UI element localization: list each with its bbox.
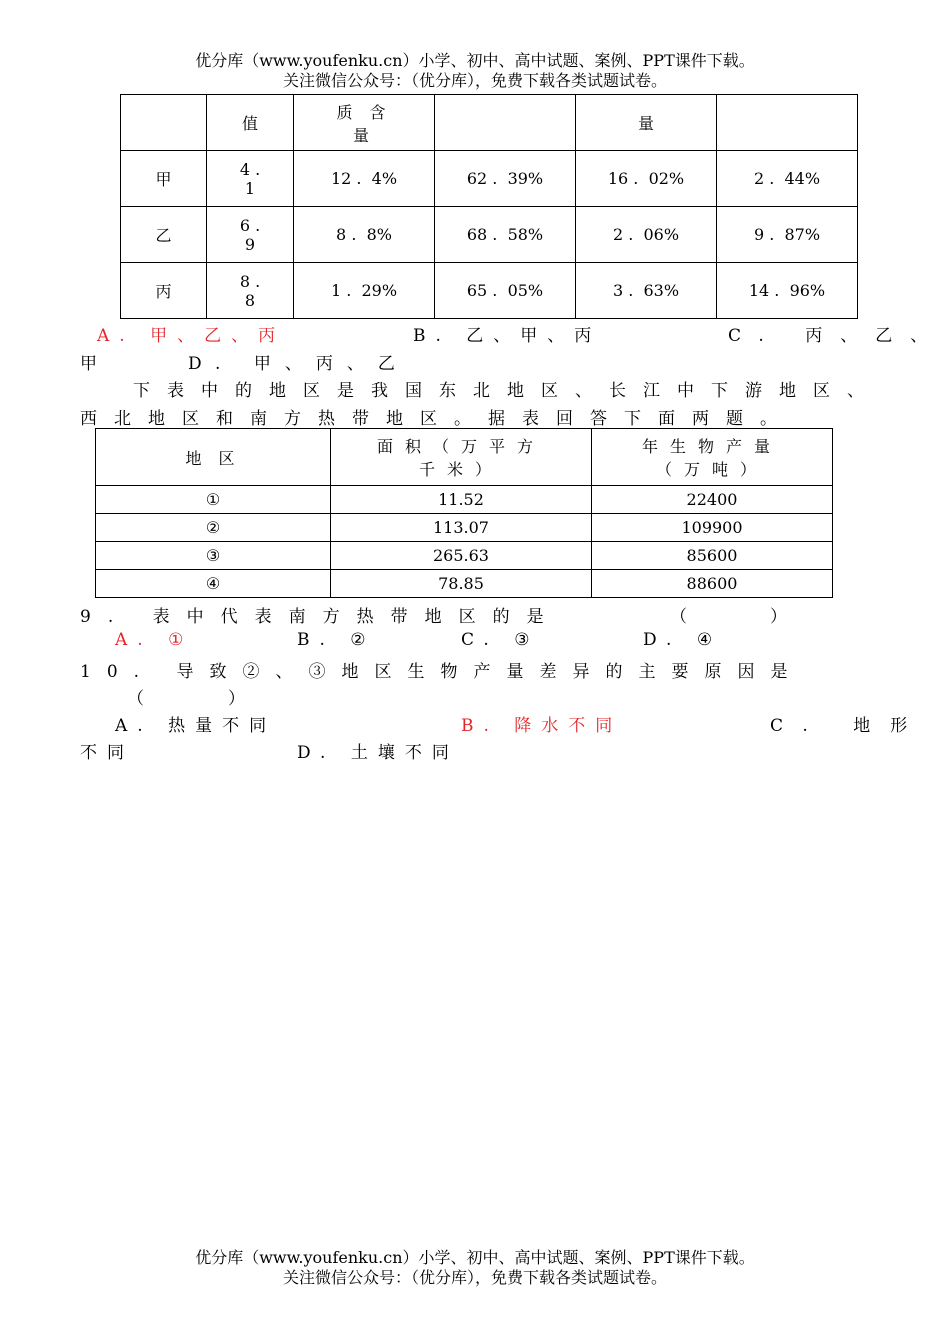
table-cell: 85600 [592, 542, 833, 570]
q10-paren-close: ） [228, 689, 245, 709]
table-cell: ③ [96, 542, 331, 570]
table-cell: 14 . 96% [717, 263, 858, 319]
table-cell: 2 . 44% [717, 151, 858, 207]
prev-option-c: C. 丙、乙、 [728, 326, 946, 346]
intro-line-1: 下表中的地区是我国东北地区、长江中下游地区、 [133, 381, 881, 401]
q10-stem: 10. 导致②、③地区生物产量差异的主要原因是 [80, 662, 804, 682]
q9-stem: 9. 表中代表南方热带地区的是 [80, 607, 561, 627]
table-cell: 年生物产量 （万吨） [592, 429, 833, 486]
table-cell: 11.52 [331, 486, 592, 514]
table-cell: 乙 [121, 207, 207, 263]
table-row [121, 263, 858, 319]
table-cell: 62 . 39% [435, 151, 576, 207]
table-cell: 12 . 4% [294, 151, 435, 207]
table-cell: 2 . 06% [576, 207, 717, 263]
table-row [96, 486, 833, 514]
table-row [121, 207, 858, 263]
table-header-row [121, 95, 858, 151]
q10-option-c-cont: 不同 [80, 743, 134, 763]
table-row [96, 514, 833, 542]
table-cell: 1 . 29% [294, 263, 435, 319]
prev-option-d: D. 甲、丙、乙 [188, 354, 409, 374]
q9-paren-open: （ [670, 607, 687, 627]
header-line-1: 优分库（www.youfenku.cn）小学、初中、高中试题、案例、PPT课件下载。 [195, 51, 755, 70]
table-cell: 113.07 [331, 514, 592, 542]
q9-paren-close: ） [770, 607, 787, 627]
table-cell: 质 含 量 [294, 95, 435, 151]
table-cell: 8 . 8 [207, 263, 294, 319]
table-cell [717, 95, 858, 151]
table-row [121, 151, 858, 207]
footer-line-1: 优分库（www.youfenku.cn）小学、初中、高中试题、案例、PPT课件下载。 [195, 1248, 755, 1267]
q10-paren-open: （ [127, 689, 144, 709]
table-cell: 6 . 9 [207, 207, 294, 263]
table-cell: 甲 [121, 151, 207, 207]
table-cell: 3 . 63% [576, 263, 717, 319]
table-cell: 地 区 [96, 429, 331, 486]
table-header-row [96, 429, 833, 486]
q9-option-b: B. ② [297, 630, 376, 650]
table-cell: 265.63 [331, 542, 592, 570]
table-cell: 量 [576, 95, 717, 151]
table-cell [121, 95, 207, 151]
region-table [95, 428, 833, 598]
q10-option-a: A. 热量不同 [115, 716, 277, 736]
table-cell: 9 . 87% [717, 207, 858, 263]
footer-line-2: 关注微信公众号：（优分库），免费下载各类试题试卷。 [282, 1268, 667, 1287]
table-cell: ① [96, 486, 331, 514]
header-line-2: 关注微信公众号：（优分库），免费下载各类试题试卷。 [282, 71, 667, 90]
table-cell: 88600 [592, 570, 833, 598]
table-cell: 78.85 [331, 570, 592, 598]
table-cell: ② [96, 514, 331, 542]
table-cell: 4 . 1 [207, 151, 294, 207]
table-row [96, 542, 833, 570]
q10-option-d: D. 土壤不同 [297, 743, 459, 763]
table-cell: 值 [207, 95, 294, 151]
q10-option-c: C. 地形 [770, 716, 928, 736]
table-cell [435, 95, 576, 151]
table-cell: 丙 [121, 263, 207, 319]
prev-option-b: B. 乙、甲、丙 [413, 326, 602, 346]
composition-table [120, 94, 858, 319]
q10-option-b: B. 降水不同 [461, 716, 623, 736]
table-cell: 109900 [592, 514, 833, 542]
prev-option-c-cont: 甲 [80, 354, 97, 374]
table-cell: 16 . 02% [576, 151, 717, 207]
intro-line-2: 西北地区和南方热带地区。据表回答下面两题。 [80, 409, 794, 429]
table-cell: 面积（万平方 千米） [331, 429, 592, 486]
q9-option-a: A. ① [115, 630, 194, 650]
table-row [96, 570, 833, 598]
table-cell: ④ [96, 570, 331, 598]
table-cell: 65 . 05% [435, 263, 576, 319]
q9-option-d: D. ④ [643, 630, 723, 650]
table-cell: 68 . 58% [435, 207, 576, 263]
table-cell: 8 . 8% [294, 207, 435, 263]
table-cell: 22400 [592, 486, 833, 514]
q9-option-c: C. ③ [461, 630, 540, 650]
prev-option-a: A. 甲、乙、丙 [97, 326, 286, 346]
